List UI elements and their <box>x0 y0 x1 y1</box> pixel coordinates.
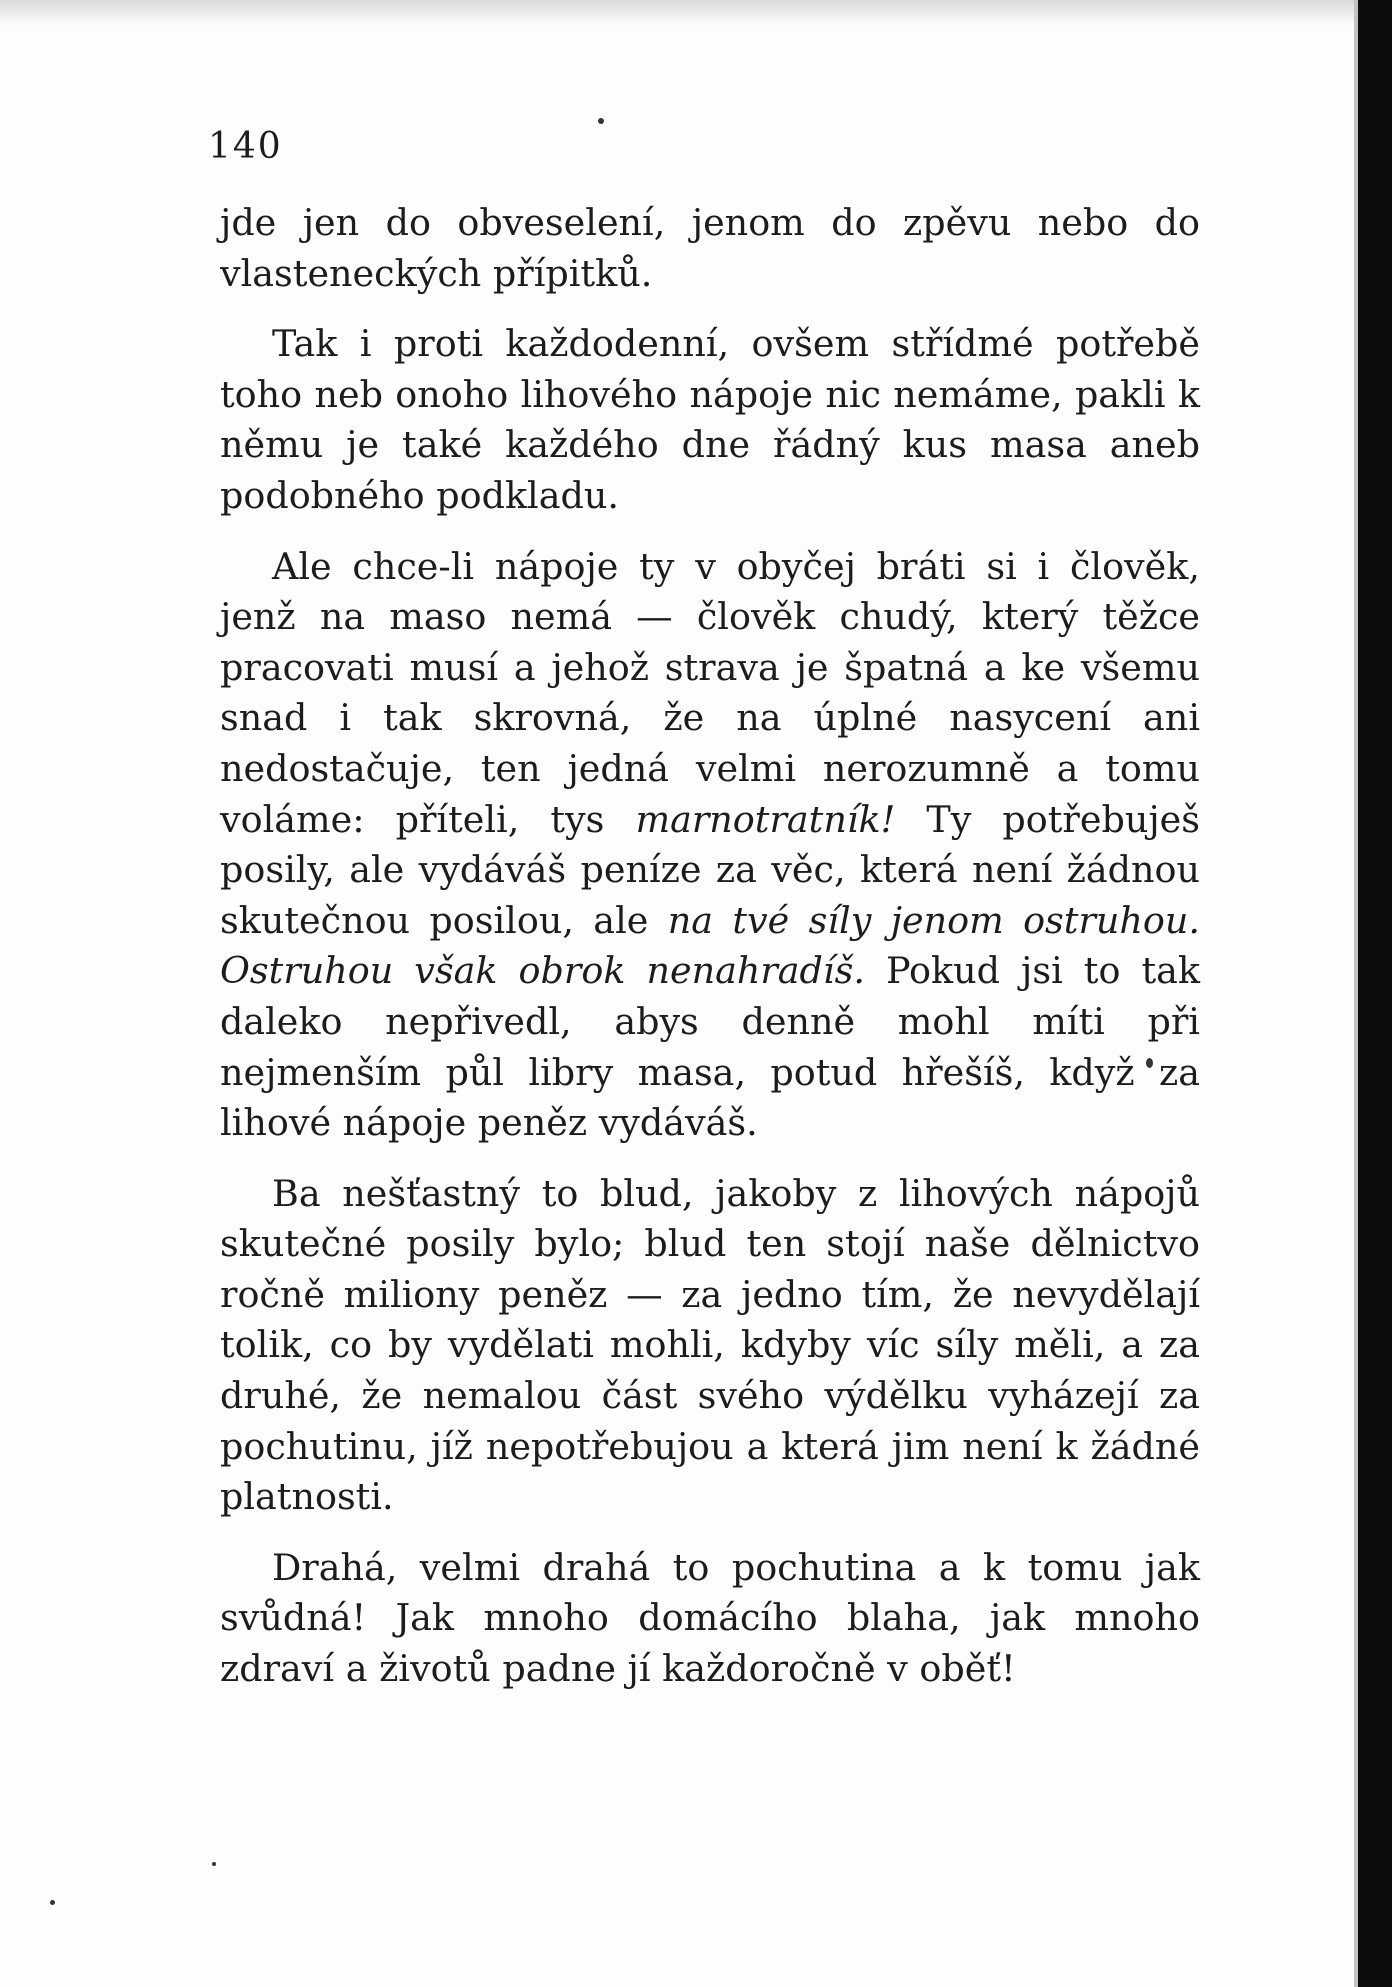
scan-top-shadow <box>0 0 1354 26</box>
paragraph-4: Ba nešťastný to blud, jakoby z lihových nápojů skutečné posily bylo; blud ten stojí naše dělnictvo ročně miliony peněz — za jedno tím, že nevydělají tolik, co by vydělati mohli, kdyby víc síly měli, a za druhé, že nemalou část svého výdělku vyházejí za pochutinu, jíž nepotřebujou a která jim není k žádné platnosti. <box>220 1171 1200 1519</box>
paragraph-2: Tak i proti každodenní, ovšem střídmé potřebě toho neb onoho lihového nápoje nic nemáme, pakli k němu je také každého dne řádný kus masa aneb podobného podkladu. <box>220 322 1200 517</box>
paragraph-3-part-1: Ale chce-li nápoje ty v obyčej bráti si i člověk, jenž na maso nemá — člověk chudý, který těžce pracovati musí a jehož strava je špatná a ke všemu snad i tak skrovná, že na úplné nasycení ani nedostačuje, ten jedná velmi nerozumně a tomu voláme: příteli, tys <box>220 544 1200 841</box>
paragraph-1: jde jen do obveselení, jenom do zpěvu nebo do vlasteneckých přípitků. <box>220 201 1200 295</box>
paragraph-3-italic-2: na tvé síly jenom ostruhou. Ostruhou však obrok nenahradíš. <box>220 898 1200 993</box>
scan-edge-black <box>1358 0 1392 1987</box>
paragraph-3-italic-1: marnotratník! <box>635 797 896 841</box>
scan-speck <box>212 1862 216 1866</box>
paragraph-3-part-2: Ty potřebuješ posily, ale vydáváš peníze za věc, která není žádnou skutečnou posilou, ale <box>220 797 1200 942</box>
page-number: 140 <box>208 126 283 167</box>
scan-speck <box>598 118 604 124</box>
paragraph-3-part-3: Pokud jsi to tak daleko nepřivedl, abys denně mohl míti při nejmenším půl libry masa, potud hřešíš, když za lihové nápoje peněz vydáváš. <box>220 949 1200 1145</box>
paragraph-5: Drahá, velmi drahá to pochutina a k tomu jak svůdná! Jak mnoho domácího blaha, jak mnoho zdraví a životů padne jí každoročně v oběť! <box>220 1545 1200 1691</box>
scan-speck <box>50 1900 55 1905</box>
body-text <box>220 198 1200 1715</box>
paragraph-3 <box>220 542 1200 1149</box>
